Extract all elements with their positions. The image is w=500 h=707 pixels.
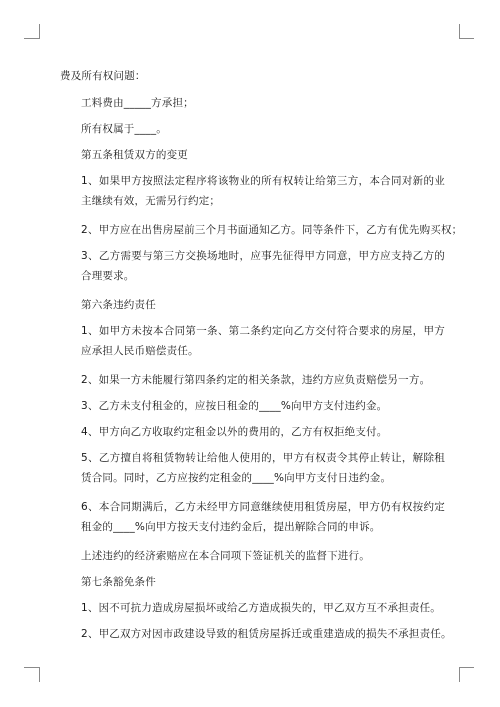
clause-6-2: 2、如果一方未能履行第四条约定的相关条款，违约方应负责赔偿另一方。: [81, 374, 431, 386]
clause-6-1: 1、如甲方未按本合同第一条、第二条约定向乙方交付符合要求的房屋，甲方应承担人民币赔偿责任。: [81, 325, 445, 357]
paragraph-ownership: 所有权属于____。: [81, 123, 167, 135]
clause-6-3: 3、乙方未支付租金的，应按日租金的____%向甲方支付违约金。: [81, 400, 388, 412]
paragraph-labor-cost: 工料费由_____方承担；: [81, 97, 194, 109]
clause-6-5: 5、乙方擅自将租赁物转让给他人使用的，甲方有权责令其停止转让，解除租赁合同。同时，乙方应按约定租金的____%向甲方支付日违约金。: [81, 452, 445, 484]
clause-7-1: 1、因不可抗力造成房屋损坏或给乙方造成损失的，甲乙双方互不承担责任。: [81, 602, 441, 614]
clause-5-1: 1、如果甲方按照法定程序将该物业的所有权转让给第三方，本合同对新的业主继续有效，无需另行约定；: [81, 175, 445, 207]
clause-7-2: 2、甲乙双方对因市政建设导致的租赁房屋拆迁或重建造成的损失不承担责任。: [81, 628, 452, 640]
section-heading-5: 第五条租赁双方的变更: [81, 149, 188, 161]
paragraph-intro: 费及所有权问题：: [60, 70, 146, 82]
clause-5-2: 2、甲方应在出售房屋前三个月书面通知乙方。同等条件下，乙方有优先购买权；: [81, 224, 463, 236]
section-heading-7: 第七条豁免条件: [81, 576, 156, 588]
paragraph-supervision: 上述违约的经济索赔应在本合同项下签证机关的监督下进行。: [81, 550, 370, 562]
section-heading-6: 第六条违约责任: [81, 299, 156, 311]
clause-6-4: 4、甲方向乙方收取约定租金以外的费用的，乙方有权拒绝支付。: [81, 426, 388, 438]
clause-5-3: 3、乙方需要与第三方交换场地时，应事先征得甲方同意，甲方应支持乙方的合理要求。: [81, 250, 445, 282]
clause-6-6: 6、本合同期满后，乙方未经甲方同意继续使用租赁房屋，甲方仍有权按约定租金的____%向甲方按天支付违约金后，提出解除合同的申诉。: [81, 501, 445, 533]
